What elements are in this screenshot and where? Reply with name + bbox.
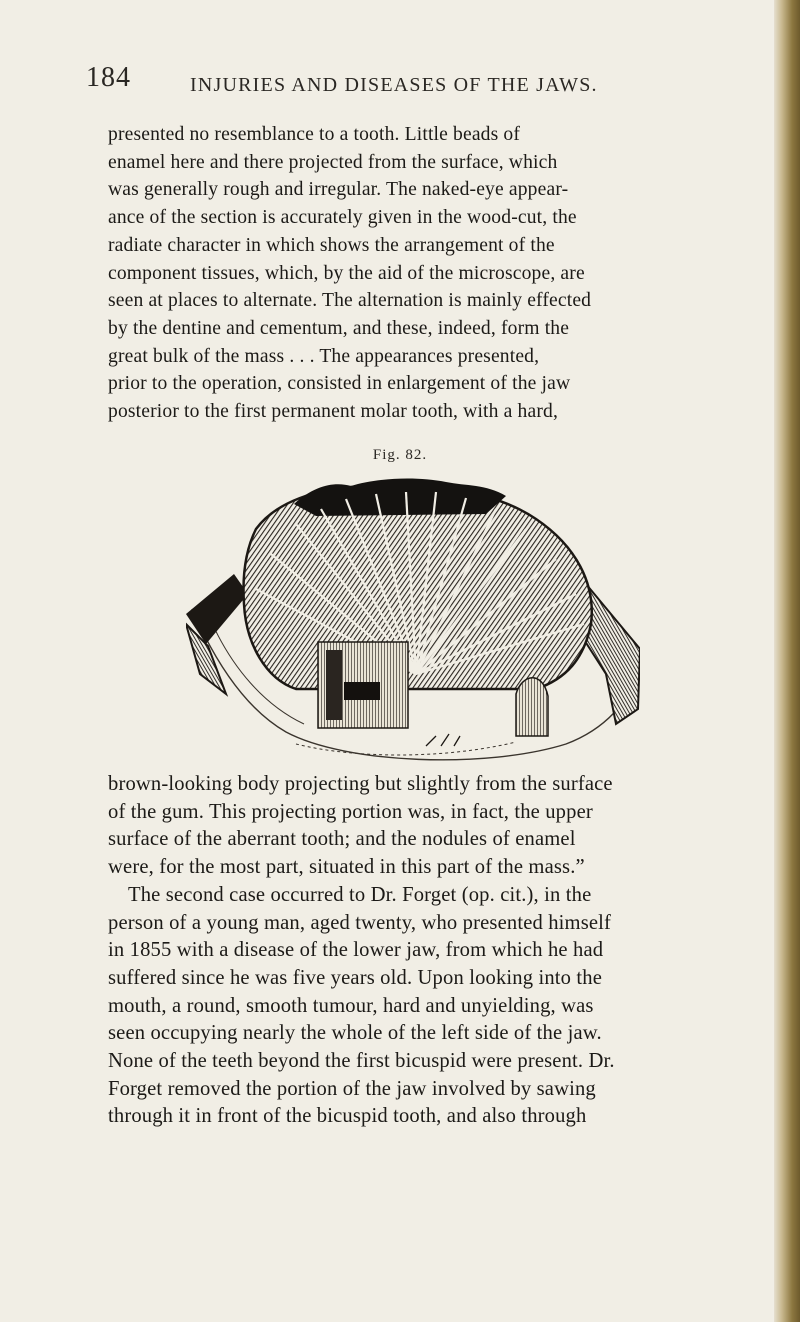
text-line: Forget removed the portion of the jaw involved by sawing [108,1077,596,1100]
page-binding-edge [774,0,800,1322]
paragraph-2 [108,771,720,1131]
text-line: brown-looking body projecting but slightly from the surface [108,773,613,795]
text-line: enamel here and there projected from the surface, which [108,151,558,173]
text-line: suffered since he was five years old. Upon looking into the [108,966,603,989]
paragraph-1 [108,121,712,426]
page-number: 184 [86,62,131,93]
text-line: person of a young man, aged twenty, who presented himself [108,911,612,934]
text-line: component tissues, which, by the aid of the microscope, are [108,262,585,284]
text-line: The second case occurred to Dr. Forget (op. cit.), in the [128,883,592,906]
text-line: None of the teeth beyond the first bicuspid were present. Dr. [108,1050,615,1073]
text-line: by the dentine and cementum, and these, indeed, form the [108,317,570,339]
figure-caption: Fig. 82. [372,447,428,463]
text-line: ance of the section is accurately given in the wood-cut, the [108,207,577,229]
text-line: of the gum. This projecting portion was, in fact, the upper [108,800,593,823]
text-line: were, for the most part, situated in this part of the mass.” [108,856,585,879]
text-line: great bulk of the mass . . . The appearances presented, [108,345,540,367]
text-line: prior to the operation, consisted in enlargement of the jaw [108,373,571,395]
tumour-section-woodcut [186,474,640,774]
text-line: seen occupying nearly the whole of the left side of the jaw. [108,1022,602,1045]
page-header [86,62,706,102]
running-head: INJURIES AND DISEASES OF THE JAWS. [190,74,598,96]
text-line: in 1855 with a disease of the lower jaw, from which he had [108,939,604,962]
text-line: posterior to the first permanent molar tooth, with a hard, [108,401,558,423]
text-line: was generally rough and irregular. The naked-eye appear- [108,179,569,201]
text-line: surface of the aberrant tooth; and the nodules of enamel [108,828,576,851]
text-line: mouth, a round, smooth tumour, hard and unyielding, was [108,994,594,1017]
text-line: seen at places to alternate. The alternation is mainly effected [108,290,592,312]
text-line: radiate character in which shows the arrangement of the [108,234,555,256]
text-line: through it in front of the bicuspid tooth, and also through [108,1105,587,1128]
text-line: presented no resemblance to a tooth. Little beads of [108,124,521,145]
